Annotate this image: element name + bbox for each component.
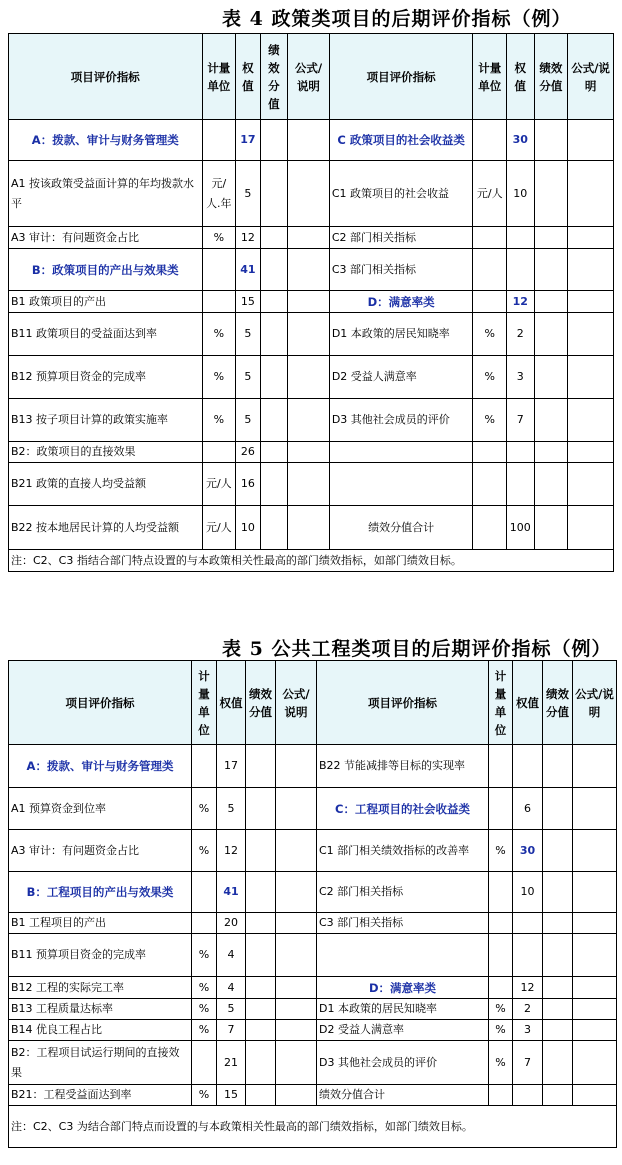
unit-cell [489,745,513,788]
weight-cell: 20 [217,913,246,934]
score-cell [260,291,288,313]
weight-cell: 7 [507,399,535,442]
unit-cell: % [202,227,236,249]
total-label: 绩效分值合计 [329,506,473,550]
table-row [9,442,614,463]
weight-cell [507,227,535,249]
unit-cell [489,913,513,934]
indicator-label: B11 政策项目的受益面达到率 [9,313,203,356]
score-cell [260,161,288,227]
indicator-label: B11 预算项目资金的完成率 [9,934,192,977]
formula-cell [568,291,614,313]
formula-cell [573,977,617,999]
score-cell [534,291,568,313]
formula-cell [288,463,330,506]
table-row [9,1085,617,1106]
category-label: B：政策项目的产出与效果类 [9,249,203,291]
formula-cell [573,1041,617,1085]
indicator-label: A1 预算资金到位率 [9,788,192,830]
unit-cell [202,249,236,291]
formula-cell [568,161,614,227]
score-cell [246,872,276,913]
total-value: 100 [507,506,535,550]
category-label: C：工程项目的社会收益类 [317,788,489,830]
table-row [9,788,617,830]
indicator-label: C2 部门相关指标 [317,872,489,913]
formula-cell [568,506,614,550]
unit-cell: % [489,1020,513,1041]
score-cell [534,161,568,227]
indicator-label: D1 本政策的居民知晓率 [317,999,489,1020]
indicator-label: D2 受益人满意率 [329,356,473,399]
indicator-label: B2：工程项目试运行期间的直接效果 [9,1041,192,1085]
weight-cell: 5 [236,399,260,442]
indicator-label [329,442,473,463]
indicator-label: C1 政策项目的社会收益 [329,161,473,227]
score-cell [543,745,573,788]
weight-cell: 5 [236,313,260,356]
unit-cell: % [192,1085,217,1106]
unit-cell [192,1041,217,1085]
formula-cell [568,399,614,442]
formula-cell [276,913,317,934]
score-cell [246,1041,276,1085]
header-formula-left: 公式/说明 [276,661,317,745]
indicator-label: C3 部门相关指标 [317,913,489,934]
score-cell [534,399,568,442]
formula-cell [288,442,330,463]
unit-cell: 元/人 [202,463,236,506]
indicator-label: C3 部门相关指标 [329,249,473,291]
indicator-label: A1 按该政策受益面计算的年均拨款水平 [9,161,203,227]
indicator-label: B2：政策项目的直接效果 [9,442,203,463]
unit-cell [192,913,217,934]
score-cell [260,463,288,506]
weight-cell: 12 [507,291,535,313]
table4-note: 注：C2、C3 指结合部门特点设置的与本政策相关性最高的部门绩效指标，如部门绩效目标。 [9,550,614,572]
score-cell [246,788,276,830]
formula-cell [568,313,614,356]
indicator-label: B21：工程受益面达到率 [9,1085,192,1106]
unit-cell [473,120,507,161]
header-formula-left: 公式/说明 [288,34,330,120]
unit-cell: % [489,999,513,1020]
indicator-label: B12 工程的实际完工率 [9,977,192,999]
score-cell [534,356,568,399]
unit-cell: % [489,830,513,872]
indicator-label: D2 受益人满意率 [317,1020,489,1041]
weight-cell: 15 [236,291,260,313]
unit-cell [202,120,236,161]
formula-cell [573,934,617,977]
header-unit-right: 计量单位 [489,661,513,745]
indicator-label: B14 优良工程占比 [9,1020,192,1041]
weight-cell [507,249,535,291]
score-cell [534,313,568,356]
table-row [9,291,614,313]
formula-cell [568,463,614,506]
formula-cell [276,1020,317,1041]
score-cell [246,1020,276,1041]
table-row [9,934,617,977]
formula-cell [568,120,614,161]
score-cell [543,872,573,913]
formula-cell [568,249,614,291]
score-cell [534,227,568,249]
unit-cell: % [202,399,236,442]
weight-cell: 16 [236,463,260,506]
score-cell [543,1085,573,1106]
table5-title: 表 5 公共工程类项目的后期评价指标（例） [222,638,612,660]
unit-cell [473,506,507,550]
unit-cell: % [473,313,507,356]
total-label: 绩效分值合计 [317,1085,489,1106]
category-label: A：拨款、审计与财务管理类 [9,745,192,788]
unit-cell: % [489,1041,513,1085]
weight-cell: 30 [513,830,543,872]
formula-cell [276,999,317,1020]
formula-cell [568,227,614,249]
category-label: D：满意率类 [317,977,489,999]
unit-cell: % [192,788,217,830]
score-cell [534,249,568,291]
weight-cell: 15 [217,1085,246,1106]
score-cell [534,442,568,463]
category-label: B：工程项目的产出与效果类 [9,872,192,913]
header-score-right: 绩效分值 [543,661,573,745]
unit-cell [473,463,507,506]
table-row [9,313,614,356]
formula-cell [288,399,330,442]
formula-cell [288,313,330,356]
category-label: C 政策项目的社会收益类 [329,120,473,161]
weight-cell: 2 [507,313,535,356]
weight-cell: 4 [217,934,246,977]
indicator-label: C2 部门相关指标 [329,227,473,249]
formula-cell [573,745,617,788]
table-row [9,227,614,249]
formula-cell [573,788,617,830]
weight-cell [507,442,535,463]
unit-cell: % [473,356,507,399]
unit-cell [473,227,507,249]
weight-cell: 10 [507,161,535,227]
table-row [9,999,617,1020]
indicator-label: B1 政策项目的产出 [9,291,203,313]
score-cell [543,999,573,1020]
table-row [9,161,614,227]
weight-cell [507,463,535,506]
formula-cell [568,356,614,399]
formula-cell [276,1041,317,1085]
unit-cell [489,934,513,977]
header-score-left: 绩效分值 [260,34,288,120]
weight-cell: 2 [513,999,543,1020]
indicator-label: B22 按本地居民计算的人均受益额 [9,506,203,550]
category-label: A：拨款、审计与财务管理类 [9,120,203,161]
score-cell [534,120,568,161]
header-score-right: 绩效分值 [534,34,568,120]
weight-cell: 12 [513,977,543,999]
header-unit-left: 计量单位 [192,661,217,745]
header-formula-right: 公式/说明 [568,34,614,120]
score-cell [246,1085,276,1106]
indicator-label: D3 其他社会成员的评价 [317,1041,489,1085]
indicator-label: B13 工程质量达标率 [9,999,192,1020]
weight-cell: 10 [236,506,260,550]
header-weight-left: 权值 [217,661,246,745]
formula-cell [276,745,317,788]
header-indicator-right: 项目评价指标 [317,661,489,745]
table-row [9,977,617,999]
score-cell [246,977,276,999]
indicator-label: B12 预算项目资金的完成率 [9,356,203,399]
score-cell [260,313,288,356]
score-cell [534,463,568,506]
weight-cell: 5 [236,356,260,399]
weight-cell: 6 [513,788,543,830]
header-formula-right: 公式/说明 [573,661,617,745]
unit-cell: % [473,399,507,442]
score-cell [246,745,276,788]
weight-cell: 17 [236,120,260,161]
weight-cell: 3 [513,1020,543,1041]
formula-cell [573,1020,617,1041]
score-cell [543,934,573,977]
unit-cell: % [192,977,217,999]
indicator-label: B22 节能减排等目标的实现率 [317,745,489,788]
unit-cell [473,442,507,463]
weight-cell: 5 [217,999,246,1020]
weight-cell [513,745,543,788]
header-weight-right: 权值 [513,661,543,745]
score-cell [260,399,288,442]
weight-cell: 21 [217,1041,246,1085]
score-cell [246,934,276,977]
score-cell [260,249,288,291]
weight-cell: 12 [236,227,260,249]
table-row [9,356,614,399]
formula-cell [288,506,330,550]
indicator-label [329,463,473,506]
indicator-label: B1 工程项目的产出 [9,913,192,934]
score-cell [543,1020,573,1041]
weight-cell: 5 [217,788,246,830]
score-cell [543,913,573,934]
unit-cell: 元/人.年 [202,161,236,227]
unit-cell: % [202,356,236,399]
unit-cell [489,788,513,830]
score-cell [260,442,288,463]
table4 [8,33,614,572]
unit-cell: % [192,1020,217,1041]
indicator-label: A3 审计：有问题资金占比 [9,227,203,249]
score-cell [260,227,288,249]
table-row [9,463,614,506]
score-cell [543,977,573,999]
formula-cell [288,227,330,249]
weight-cell: 7 [513,1041,543,1085]
header-unit-right: 计量单位 [473,34,507,120]
formula-cell [276,1085,317,1106]
unit-cell [473,249,507,291]
table-row [9,913,617,934]
weight-cell: 10 [513,872,543,913]
unit-cell: 元/人 [202,506,236,550]
score-cell [260,356,288,399]
formula-cell [276,934,317,977]
formula-cell [288,291,330,313]
unit-cell: % [192,934,217,977]
table-row [9,745,617,788]
formula-cell [276,830,317,872]
unit-cell [489,1085,513,1106]
formula-cell [573,999,617,1020]
header-indicator-left: 项目评价指标 [9,661,192,745]
table5-note: 注：C2、C3 为结合部门特点而设置的与本政策相关性最高的部门绩效指标，如部门绩效目标。 [9,1106,617,1148]
indicator-label: D1 本政策的居民知晓率 [329,313,473,356]
table5 [8,660,617,1148]
weight-cell: 7 [217,1020,246,1041]
header-weight-left: 权值 [236,34,260,120]
header-score-left: 绩效分值 [246,661,276,745]
table4-title: 表 4 政策类项目的后期评价指标（例） [222,8,572,30]
total-value [513,1085,543,1106]
indicator-label: D3 其他社会成员的评价 [329,399,473,442]
unit-cell [489,872,513,913]
score-cell [246,999,276,1020]
category-label: D：满意率类 [329,291,473,313]
header-unit-left: 计量单位 [202,34,236,120]
weight-cell: 12 [217,830,246,872]
formula-cell [568,442,614,463]
unit-cell [192,872,217,913]
unit-cell [489,977,513,999]
indicator-label: A3 审计：有问题资金占比 [9,830,192,872]
weight-cell: 41 [217,872,246,913]
score-cell [534,506,568,550]
indicator-label [317,934,489,977]
weight-cell [513,913,543,934]
weight-cell: 3 [507,356,535,399]
table-row [9,399,614,442]
weight-cell: 30 [507,120,535,161]
formula-cell [276,788,317,830]
score-cell [543,1041,573,1085]
indicator-label: C1 部门相关绩效指标的改善率 [317,830,489,872]
weight-cell: 26 [236,442,260,463]
table-row [9,1020,617,1041]
unit-cell [202,442,236,463]
formula-cell [288,356,330,399]
weight-cell: 4 [217,977,246,999]
indicator-label: B13 按子项目计算的政策实施率 [9,399,203,442]
formula-cell [573,913,617,934]
weight-cell: 17 [217,745,246,788]
table-row [9,1041,617,1085]
unit-cell [192,745,217,788]
unit-cell: % [192,999,217,1020]
weight-cell: 5 [236,161,260,227]
formula-cell [573,830,617,872]
score-cell [260,506,288,550]
table-row [9,830,617,872]
header-indicator-left: 项目评价指标 [9,34,203,120]
weight-cell: 41 [236,249,260,291]
unit-cell: % [202,313,236,356]
unit-cell: % [192,830,217,872]
unit-cell [202,291,236,313]
score-cell [246,830,276,872]
formula-cell [276,872,317,913]
formula-cell [276,977,317,999]
formula-cell [288,120,330,161]
formula-cell [573,872,617,913]
header-indicator-right: 项目评价指标 [329,34,473,120]
score-cell [543,830,573,872]
header-weight-right: 权值 [507,34,535,120]
unit-cell: 元/人 [473,161,507,227]
unit-cell [473,291,507,313]
formula-cell [288,249,330,291]
score-cell [260,120,288,161]
formula-cell [573,1085,617,1106]
indicator-label: B21 政策的直接人均受益额 [9,463,203,506]
table-row [9,506,614,550]
table-row [9,120,614,161]
score-cell [543,788,573,830]
score-cell [246,913,276,934]
table-row [9,249,614,291]
weight-cell [513,934,543,977]
formula-cell [288,161,330,227]
table-row [9,872,617,913]
